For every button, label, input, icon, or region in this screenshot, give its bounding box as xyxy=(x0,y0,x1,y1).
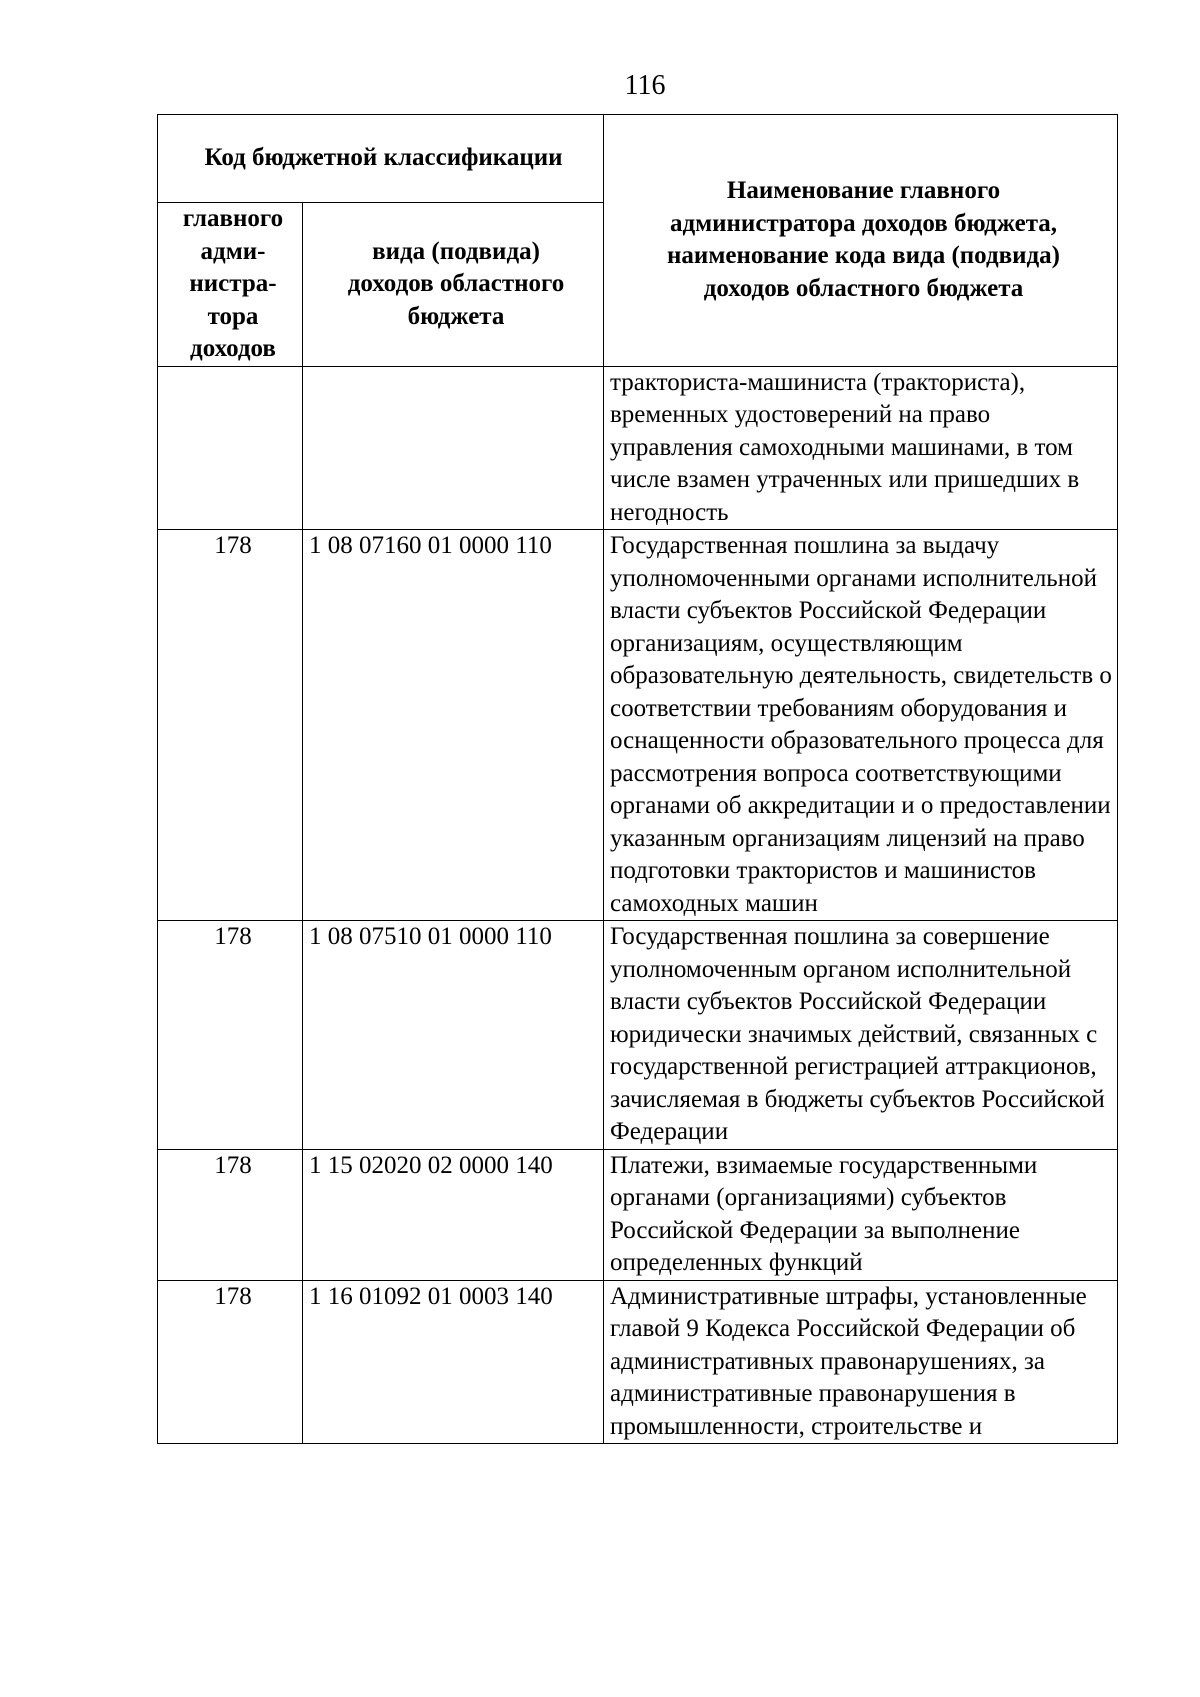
table-row xyxy=(158,921,1118,1150)
income-code-cell: 1 08 07510 01 0000 110 xyxy=(303,921,604,1150)
table-row xyxy=(158,1280,1118,1444)
header-main-administrator xyxy=(158,203,303,367)
page-number: 116 xyxy=(624,70,666,101)
description-cell: Государственная пошлина за совершение уполномоченным органом исполнительной власти субъектов Российской Федерации юридически значимых действий, связанных с государственной регистрацией аттракционов, зачисляемая в бюджеты субъектов Российской Федерации xyxy=(604,921,1118,1150)
table-header-row-1 xyxy=(158,115,1118,203)
admin-code-cell xyxy=(158,366,303,530)
header-kind-line-1: вида (подвида) xyxy=(372,237,540,265)
income-code-cell: 1 08 07160 01 0000 110 xyxy=(303,530,604,921)
admin-code-cell: 178 xyxy=(158,530,303,921)
header-admin-line-5: доходов xyxy=(190,335,276,362)
header-administrator-name xyxy=(604,115,1118,367)
income-code-cell xyxy=(303,366,604,530)
admin-code-cell: 178 xyxy=(158,1149,303,1280)
header-income-kind xyxy=(303,203,604,367)
income-code-cell: 1 15 02020 02 0000 140 xyxy=(303,1149,604,1280)
table-row xyxy=(158,1149,1118,1280)
income-code-cell: 1 16 01092 01 0003 140 xyxy=(303,1280,604,1444)
header-name-line-4: доходов областного бюджета xyxy=(703,274,1024,302)
admin-code-cell: 178 xyxy=(158,1280,303,1444)
table-row xyxy=(158,530,1118,921)
header-kind-line-3: бюджета xyxy=(407,302,505,330)
header-admin-line-2: адми- xyxy=(200,237,266,265)
description-cell: Административные штрафы, установленные главой 9 Кодекса Российской Федерации об административных правонарушениях, за административные правонарушения в промышленности, строительстве и xyxy=(604,1280,1118,1444)
header-kind-line-2: доходов областного xyxy=(347,270,565,297)
header-admin-line-1: главного xyxy=(182,205,284,232)
header-budget-classification-code: Код бюджетной классификации xyxy=(158,115,604,203)
header-admin-line-3: нистра- xyxy=(189,270,277,297)
description-cell: Государственная пошлина за выдачу уполномоченными органами исполнительной власти субъектов Российской Федерации организациям, осуществляющим образовательную деятельность, свидетельств о соответствии требованиям оборудования и оснащенности образовательного процесса для рассмотрения вопроса соответствующими органами об аккредитации и о предоставлении указанным организациям лицензий на право подготовки трактористов и машинистов самоходных машин xyxy=(604,530,1118,921)
admin-code-cell: 178 xyxy=(158,921,303,1150)
table-row xyxy=(158,366,1118,530)
header-name-line-1: Наименование главного xyxy=(726,177,1001,205)
header-name-line-3: наименование кода вида (подвида) xyxy=(667,242,1060,270)
header-admin-line-4: тора xyxy=(207,302,259,330)
description-cell: Платежи, взимаемые государственными органами (организациями) субъектов Российской Федерации за выполнение определенных функций xyxy=(604,1149,1118,1280)
header-name-line-2: администратора доходов бюджета, xyxy=(669,209,1058,237)
budget-classification-table xyxy=(157,114,1118,1444)
description-cell: тракториста-машиниста (тракториста), временных удостоверений на право управления самоходными машинами, в том числе взамен утраченных или пришедших в негодность xyxy=(604,366,1118,530)
